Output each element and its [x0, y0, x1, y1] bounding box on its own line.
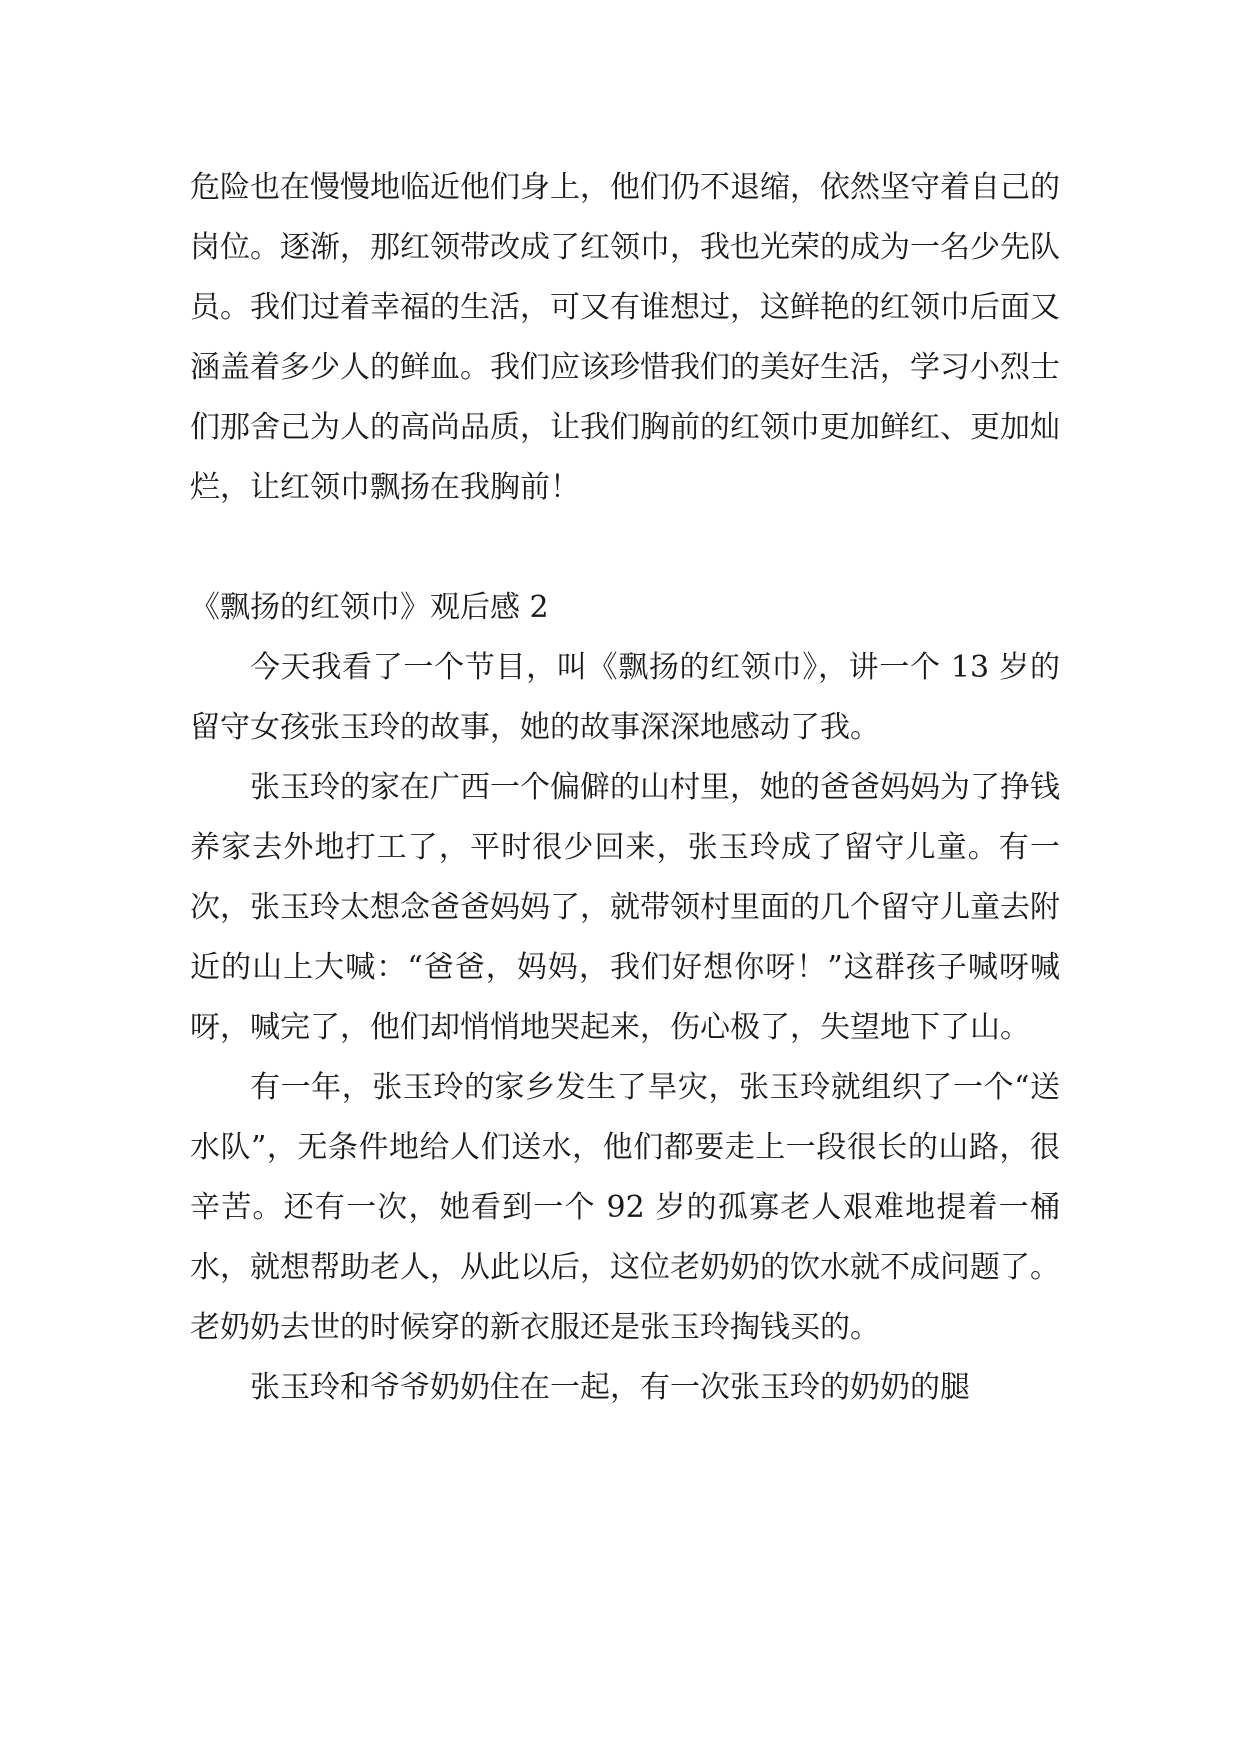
section-gap: [190, 518, 1060, 578]
paragraph: 今天我看了一个节目，叫《飘扬的红领巾》，讲一个 13 岁的留守女孩张玉玲的故事，她的故事深深地感动了我。: [190, 650, 1060, 745]
paragraph: 有一年，张玉玲的家乡发生了旱灾，张玉玲就组织了一个“送水队”，无条件地给人们送水，他们都要走上一段很长的山路，很辛苦。还有一次，她看到一个 92 岁的孤寡老人艰难地提着一桶水，就想帮助老人，从此以后，这位老奶奶的饮水就不成问题了。老奶奶去世的时候穿的新衣服还是张玉玲掏钱买的。: [190, 1070, 1060, 1345]
paragraph: 张玉玲和爷爷奶奶住在一起，有一次张玉玲的奶奶的腿: [250, 1370, 970, 1405]
section-title: 《飘扬的红领巾》观后感 2: [190, 590, 549, 625]
paragraph: 张玉玲的家在广西一个偏僻的山村里，她的爸爸妈妈为了挣钱养家去外地打工了，平时很少回来，张玉玲成了留守儿童。有一次，张玉玲太想念爸爸妈妈了，就带领村里面的几个留守儿童去附近的山上大喊：“爸爸，妈妈，我们好想你呀！”这群孩子喊呀喊呀，喊完了，他们却悄悄地哭起来，伤心极了，失望地下了山。: [190, 770, 1060, 1045]
document-body: [190, 158, 1060, 1418]
paragraph-continued: 危险也在慢慢地临近他们身上，他们仍不退缩，依然坚守着自己的岗位。逐渐，那红领带改成了红领巾，我也光荣的成为一名少先队员。我们过着幸福的生活，可又有谁想过，这鲜艳的红领巾后面又涵盖着多少人的鲜血。我们应该珍惜我们的美好生活，学习小烈士们那舍己为人的高尚品质，让我们胸前的红领巾更加鲜红、更加灿烂，让红领巾飘扬在我胸前！: [190, 170, 1060, 505]
